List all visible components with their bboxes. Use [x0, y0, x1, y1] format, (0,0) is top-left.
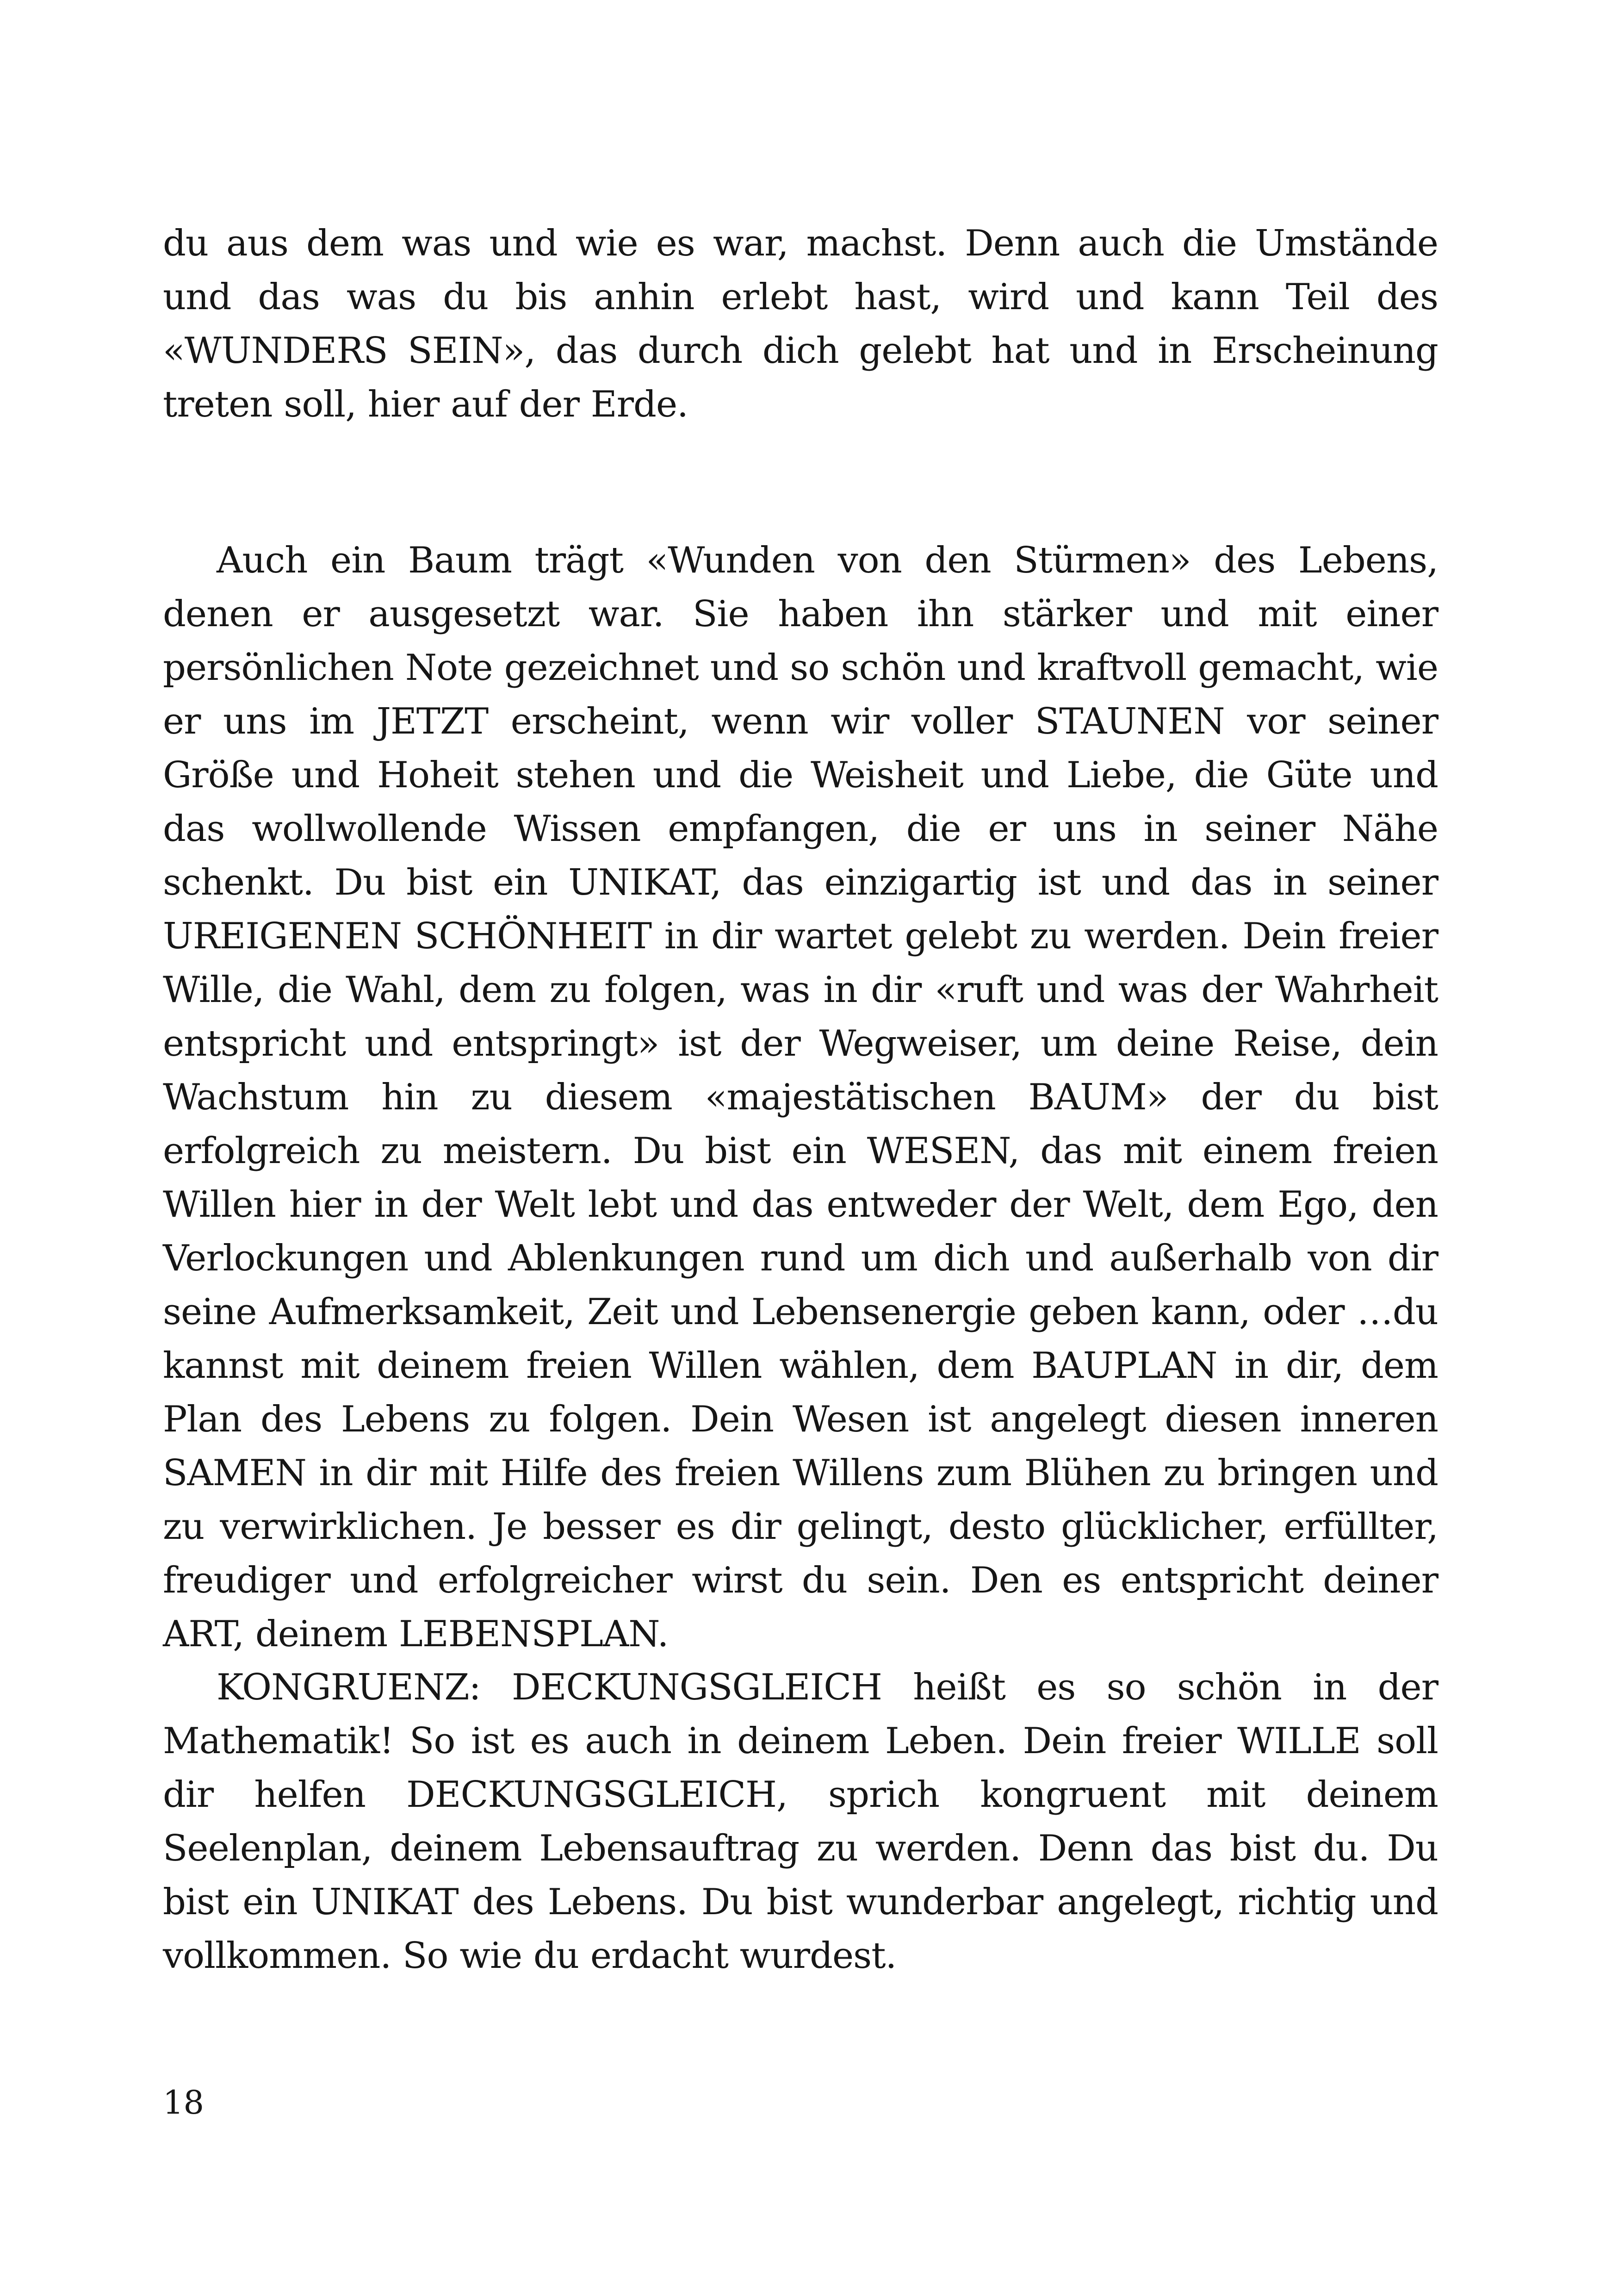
page-number: 18	[163, 2084, 205, 2122]
paragraph-text: KONGRUENZ: DECKUNGSGLEICH heißt es so schön in der Mathematik! So ist es auch in deinem Leben. Dein freier WILLE soll dir helfen DECKUNGSGLEICH, sprich kongruent mit deinem Seelenplan, deinem Lebensauftrag zu werden. Denn das bist du. Du bist ein UNIKAT des Lebens. Du bist wunderbar angelegt, richtig und vollkommen. So wie du erdacht wurdest.	[163, 1667, 1438, 1977]
paragraph-kongruenz	[163, 1661, 1438, 1983]
paragraph-text: du aus dem was und wie es war, machst. Denn auch die Umstände und das was du bis anhin erlebt hast, wird und kann Teil des «WUNDERS SEIN», das durch dich gelebt hat und in Erscheinung treten soll, hier auf der Erde.	[163, 223, 1438, 425]
paragraph-text: Auch ein Baum trägt «Wunden von den Stürmen» des Lebens, denen er ausgesetzt war. Sie haben ihn stärker und mit einer persönlichen Note gezeichnet und so schön und kraftvoll gemacht, wie er uns im JETZT erscheint, wenn wir voller STAUNEN vor seiner Größe und Hoheit stehen und die Weisheit und Liebe, die Güte und das wollwollende Wissen empfangen, die er uns in seiner Nähe schenkt. Du bist ein UNIKAT, das einzigartig ist und das in seiner UREIGENEN SCHÖNHEIT in dir wartet gelebt zu werden. Dein freier Wille, die Wahl, dem zu folgen, was in dir «ruft und was der Wahrheit entspricht und entspringt» ist der Wegweiser, um deine Reise, dein Wachstum hin zu diesem «majestätischen BAUM» der du bist erfolgreich zu meistern. Du bist ein WESEN, das mit einem freien Willen hier in der Welt lebt und das entweder der Welt, dem Ego, den Verlockungen und Ablenkungen rund um dich und außerhalb von dir seine Aufmerksamkeit, Zeit und Lebensenergie geben kann, oder …du kannst mit deinem freien Willen wählen, dem BAUPLAN in dir, dem Plan des Lebens zu folgen. Dein Wesen ist angelegt diesen inneren SAMEN in dir mit Hilfe des freien Willens zum Blühen zu bringen und zu verwirklichen. Je besser es dir gelingt, desto glücklicher, erfüllter, freudiger und erfolgreicher wirst du sein. Den es entspricht deiner ART, deinem LEBENSPLAN.	[163, 540, 1438, 1655]
paragraph-continuation	[163, 217, 1438, 431]
paragraph-tree	[163, 534, 1438, 1661]
